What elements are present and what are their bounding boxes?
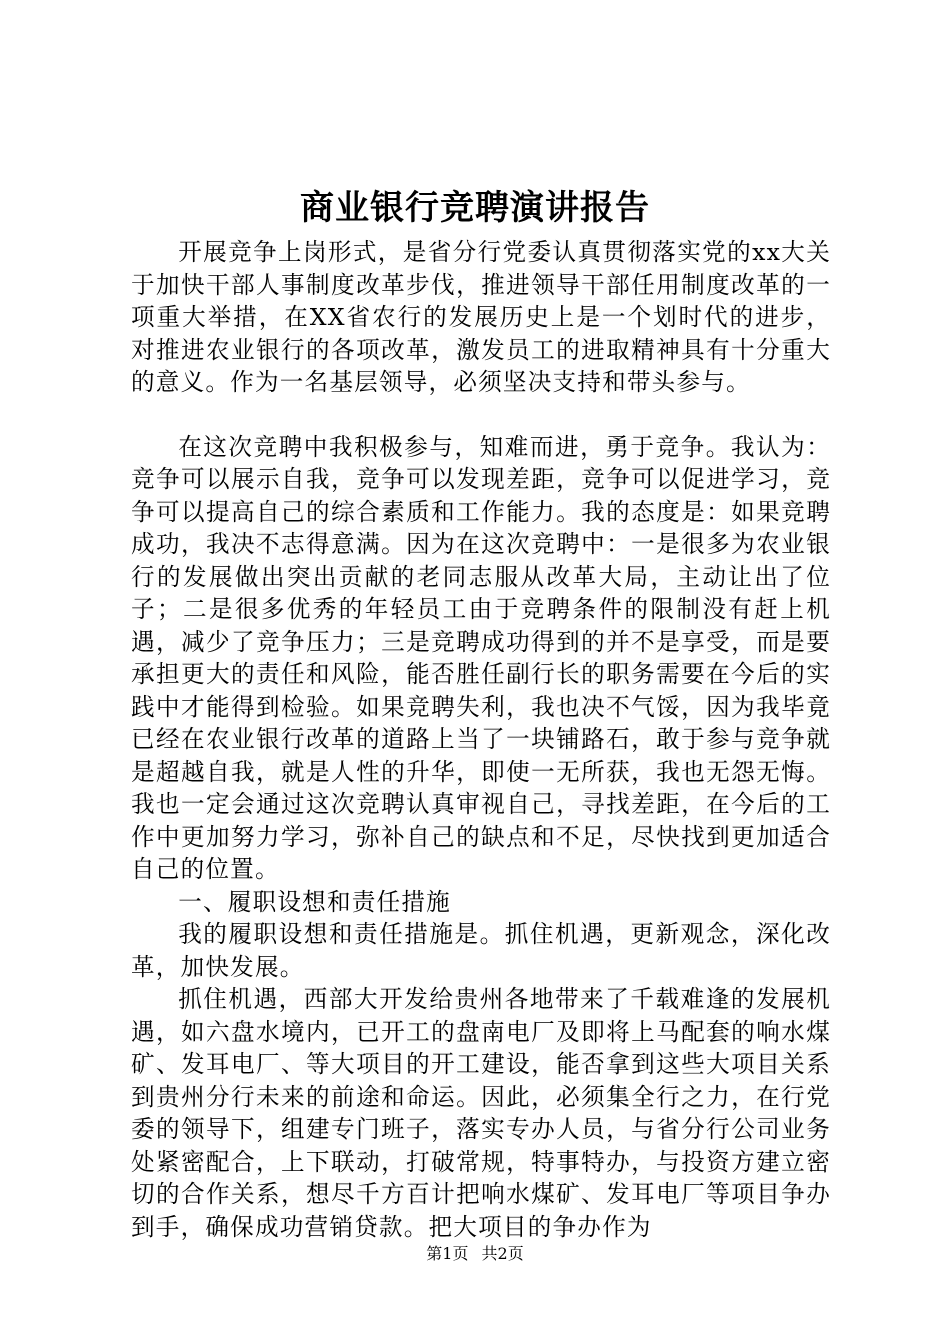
paragraph-opportunity: 抓住机遇，西部大开发给贵州各地带来了千载难逢的发展机遇，如六盘水境内，已开工的盘南电厂及即将上马配套的响水煤矿、发耳电厂、等大项目的开工建设，能否拿到这些大项目关系到贵州分行未来的前途和命运。因此，必须集全行之力，在行党委的领导下，组建专门班子，落实专办人员，与省分行公司业务处紧密配合，上下联动，打破常规，特事特办，与投资方建立密切的合作关系，想尽千方百计把响水煤矿、发耳电厂等项目争办到手，确保成功营销贷款。把大项目的争办作为	[131, 985, 831, 1241]
paragraph-intro: 开展竞争上岗形式，是省分行党委认真贯彻落实党的xx大关于加快干部人事制度改革步伐，推进领导干部任用制度改革的一项重大举措，在XX省农行的发展历史上是一个划时代的进步，对推进农业银行的各项改革，激发员工的进取精神具有十分重大的意义。作为一名基层领导，必须坚决支持和带头参与。	[131, 238, 831, 396]
document-title: 商业银行竞聘演讲报告	[300, 188, 650, 228]
paragraph-plan: 我的履职设想和责任措施是。抓住机遇，更新观念，深化改革，加快发展。	[131, 920, 831, 981]
paragraph-competition: 在这次竞聘中我积极参与，知难而进，勇于竞争。我认为：竞争可以展示自我，竞争可以发现差距，竞争可以促进学习，竞争可以提高自己的综合素质和工作能力。我的态度是：如果竞聘成功，我决不志得意满。因为在这次竞聘中：一是很多为农业银行的发展做出突出贡献的老同志服从改革大局，主动让出了位子；二是很多优秀的年轻员工由于竞聘条件的限制没有赶上机遇，减少了竞争压力；三是竞聘成功得到的并不是享受，而是要承担更大的责任和风险，能否胜任副行长的职务需要在今后的实践中才能得到检验。如果竞聘失利，我也决不气馁，因为我毕竟已经在农业银行改革的道路上当了一块铺路石，敢于参与竞争就是超越自我，就是人性的升华，即使一无所获，我也无怨无悔。我也一定会通过这次竞聘认真审视自己，寻找差距，在今后的工作中更加努力学习，弥补自己的缺点和不足，尽快找到更加适合自己的位置。	[131, 432, 831, 883]
page-number: 第1页	[426, 1244, 469, 1263]
section-heading: 一、履职设想和责任措施	[178, 887, 451, 916]
document-body	[131, 236, 831, 1243]
page-footer	[0, 1244, 950, 1264]
page-total: 共2页	[481, 1244, 524, 1263]
